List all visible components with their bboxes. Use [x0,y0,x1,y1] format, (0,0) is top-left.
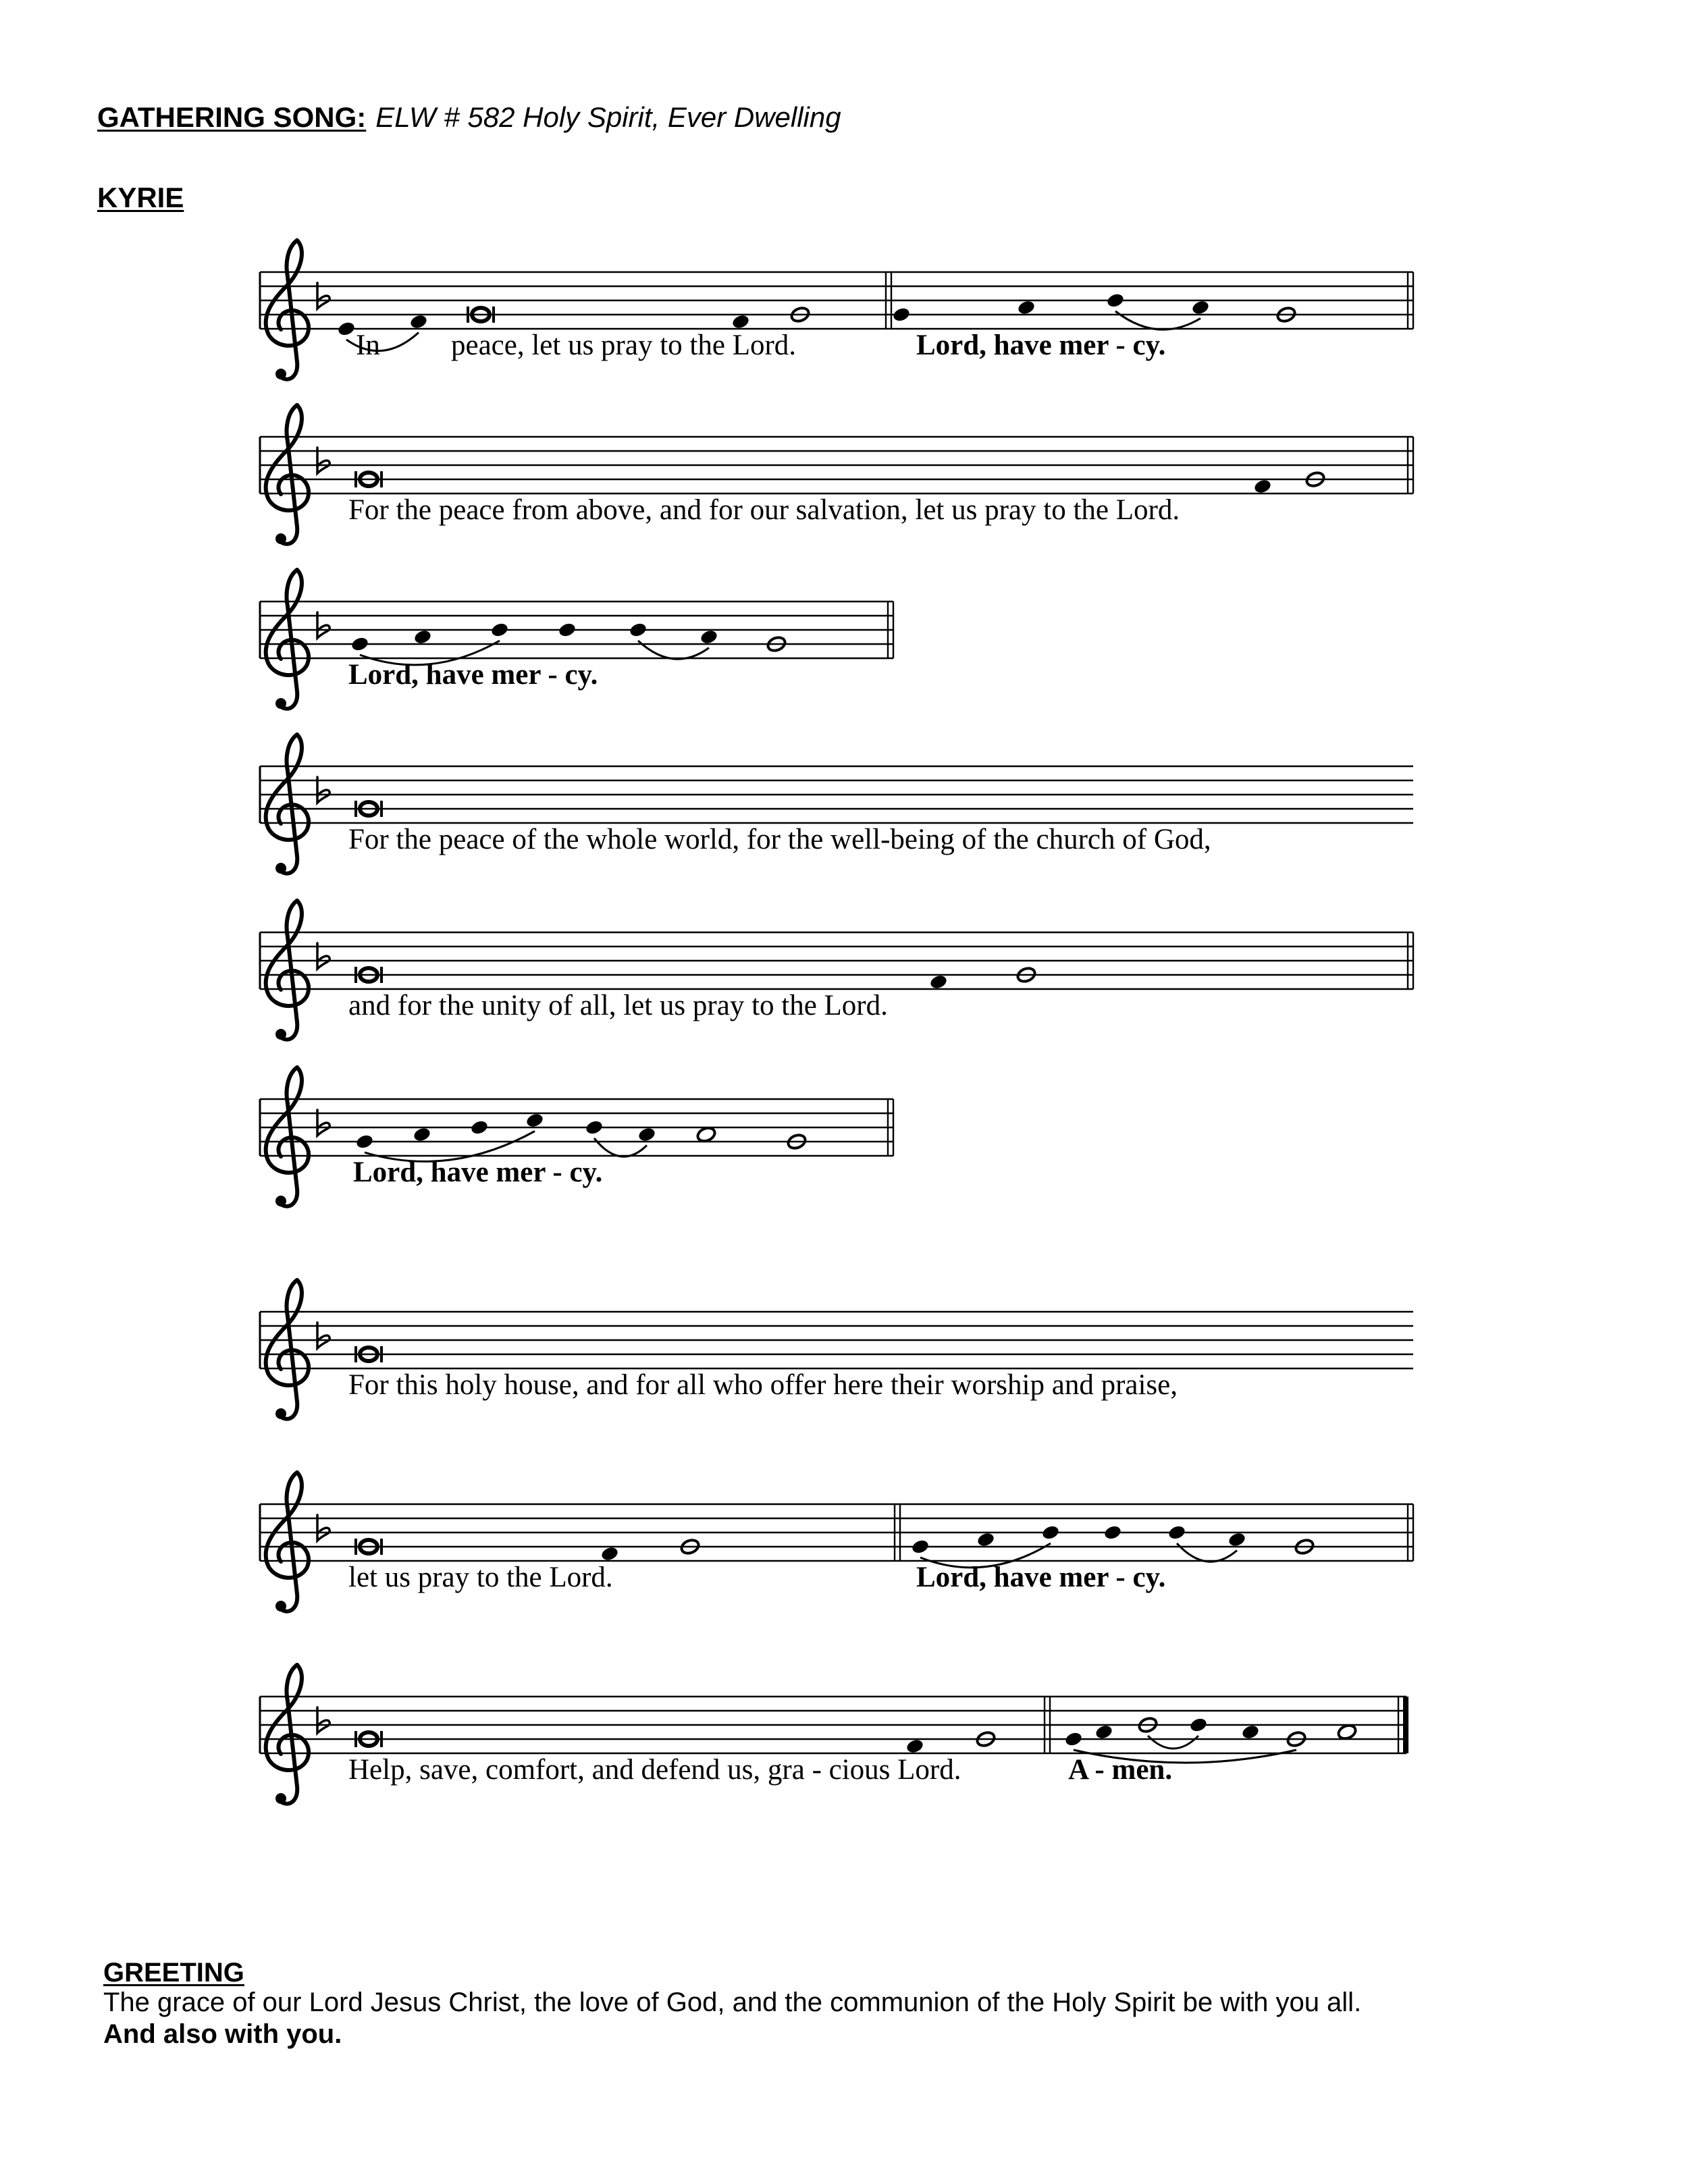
quarter-note [1241,1724,1261,1740]
quarter-note [1106,292,1126,309]
lyric-line: Lord, have mer - cy. [353,1156,603,1188]
lyric-line: Lord, have mer - cy. [916,1562,1166,1593]
quarter-note [629,622,648,639]
staff-system-3 [260,570,893,709]
treble-clef-icon [266,1472,309,1612]
quarter-note [350,636,370,653]
staff-system-1 [260,240,1413,379]
lyric-line: Lord, have mer - cy. [348,659,598,691]
kyrie-label: KYRIE [97,182,184,213]
treble-clef-icon [266,1665,309,1804]
staff-system-4 [260,735,1413,874]
lyric-line: and for the unity of all, let us pray to the Lord. [348,990,888,1021]
quarter-note [892,307,912,323]
quarter-note [558,622,577,639]
quarter-note [637,1126,657,1143]
staff-system-2 [260,405,1413,544]
quarter-note [585,1119,604,1136]
lyric-line: peace, let us pray to the Lord. [451,329,797,361]
quarter-note [1041,1524,1061,1541]
lyric-line: For the peace of the whole world, for the well-being of the church of God, [348,824,1211,855]
quarter-note [1064,1731,1084,1748]
staff-system-9 [260,1665,1408,1804]
greeting-text: The grace of our Lord Jesus Christ, the love of God, and the communion of the Holy Spirit be with you all. [103,1988,1362,2017]
quarter-note [929,974,949,990]
quarter-note [1167,1524,1187,1541]
quarter-note [337,321,357,338]
staff-system-5 [260,901,1413,1040]
final-barline [1403,1697,1408,1753]
gathering-song-label: GATHERING SONG: [97,101,367,133]
quarter-note [976,1531,996,1548]
staff-system-8 [260,1472,1413,1612]
quarter-note [413,629,433,645]
quarter-note [413,1126,432,1143]
treble-clef-icon [266,570,309,709]
quarter-note [700,629,719,645]
quarter-note [600,1545,620,1562]
half-note [696,1125,717,1143]
quarter-note [409,313,429,330]
treble-clef-icon [266,405,309,544]
quarter-note [1191,299,1211,316]
half-note [1337,1723,1358,1740]
quarter-note [355,1134,375,1150]
quarter-note [911,1539,930,1555]
treble-clef-icon [266,1280,309,1419]
staff-system-6 [260,1067,893,1206]
treble-clef-icon [266,1067,309,1206]
lyric-line: For the peace from above, and for our salvation, let us pray to the Lord. [348,494,1180,526]
quarter-note [731,313,751,330]
treble-clef-icon [266,240,309,379]
greeting-label: GREETING [103,1958,244,1988]
quarter-note [1253,478,1273,495]
staff-system-7 [260,1280,1413,1419]
treble-clef-icon [266,901,309,1040]
quarter-note [905,1738,925,1755]
quarter-note [470,1119,490,1136]
lyric-line: Lord, have mer - cy. [916,329,1166,361]
treble-clef-icon [266,735,309,874]
lyric-line: In [356,329,380,361]
quarter-note [490,622,510,639]
quarter-note [1228,1531,1247,1548]
lyric-line: let us pray to the Lord. [348,1562,613,1593]
lyric-line: Help, save, comfort, and defend us, gra - cious Lord. [348,1754,961,1786]
greeting-response: And also with you. [103,2019,342,2049]
greeting-heading [103,1956,244,1989]
quarter-note [1189,1717,1209,1734]
quarter-note [525,1112,545,1129]
quarter-note [1103,1524,1123,1541]
lyric-line: A - men. [1068,1754,1173,1786]
gathering-song-title: ELW # 582 Holy Spirit, Ever Dwelling [375,101,841,133]
quarter-note [1094,1724,1114,1740]
quarter-note [1017,299,1036,316]
slur [1148,1736,1198,1749]
lyric-line: For this holy house, and for all who offer here their worship and praise, [348,1369,1178,1401]
